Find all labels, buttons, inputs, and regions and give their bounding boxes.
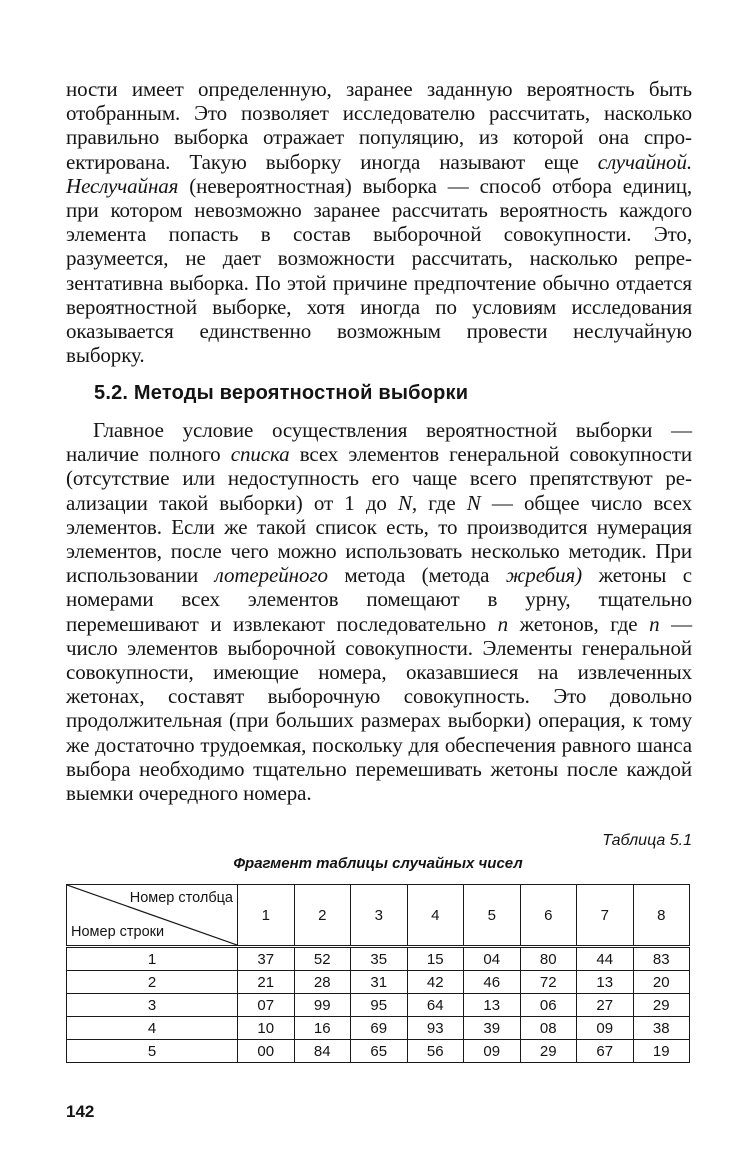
table-cell: 83 <box>633 947 690 971</box>
row-label-cell: 5 <box>67 1040 238 1063</box>
table-cell: 65 <box>351 1040 408 1063</box>
table-cell: 52 <box>294 947 351 971</box>
table-cell: 29 <box>520 1040 577 1063</box>
table-cell: 27 <box>577 994 634 1017</box>
row-label-cell: 1 <box>67 947 238 971</box>
emphasis-term: n <box>497 611 508 636</box>
table-cell: 10 <box>238 1017 295 1040</box>
random-numbers-table <box>66 884 690 1063</box>
table-cell: 95 <box>351 994 408 1017</box>
table-cell: 06 <box>520 994 577 1017</box>
paragraph-text: жетонов, где <box>508 611 650 636</box>
table-cell: 69 <box>351 1017 408 1040</box>
emphasis-term: N <box>466 490 481 515</box>
table-cell: 93 <box>407 1017 464 1040</box>
table-cell: 20 <box>633 971 690 994</box>
table-cell: 39 <box>464 1017 521 1040</box>
table-cell: 38 <box>633 1017 690 1040</box>
table-cell: 15 <box>407 947 464 971</box>
table-cell: 09 <box>577 1017 634 1040</box>
emphasis-term: списка <box>230 442 290 467</box>
column-header: 3 <box>351 885 408 947</box>
table-cell: 19 <box>633 1040 690 1063</box>
column-header: 2 <box>294 885 351 947</box>
column-header: 6 <box>520 885 577 947</box>
paragraph-text: ности имеет определенную, заранее заданную вероятность быть отобранным. Это позволяет исследователю рассчитать, насколько правильно выборка отражает популяцию, из которой она спроектирована. Такую выборку иногда называют еще <box>66 77 692 174</box>
paragraph-text: — общее число всех элементов. Если же такой список есть, то производится нумерация элементов, после чего можно использовать несколько методик. При использовании <box>66 490 692 588</box>
table-title: Фрагмент таблицы случайных чисел <box>233 855 523 872</box>
table-cell: 07 <box>238 994 295 1017</box>
section-heading: 5.2. Методы вероятностной выборки <box>94 382 469 404</box>
page-number: 142 <box>66 1102 95 1121</box>
paragraph-text: где <box>417 490 467 515</box>
table-cell: 35 <box>351 947 408 971</box>
emphasis-term: Неслучайная <box>66 173 179 198</box>
table-cell: 13 <box>577 971 634 994</box>
table-cell: 56 <box>407 1040 464 1063</box>
row-label-cell: 3 <box>67 994 238 1017</box>
column-header: 5 <box>464 885 521 947</box>
paragraph-text: (невероятностная) выборка — способ отбора единиц, при котором невозможно заранее рассчитать вероятность каждого элемента попасть в состав выборочной совокупности. Это, разумеется, не дает возможности рассчитать, насколько репрезентативна выборка. По этой причине предпочтение обычно отдается вероятностной выборке, хотя иногда по условиям исследования оказывается единственно возможным провести неслучайную выборку. <box>66 173 692 368</box>
emphasis-term: жребия) <box>505 563 583 588</box>
table-cell: 00 <box>238 1040 295 1063</box>
paragraph-intro <box>66 77 692 367</box>
table-cell: 80 <box>520 947 577 971</box>
emphasis-term: N, <box>398 490 418 515</box>
table-number-label: Таблица 5.1 <box>602 832 692 849</box>
table-cell: 72 <box>520 971 577 994</box>
table-row <box>67 1017 690 1040</box>
paragraph-methods <box>66 418 692 805</box>
table-cell: 46 <box>464 971 521 994</box>
table-cell: 04 <box>464 947 521 971</box>
paragraph-text: метода (метода <box>327 563 506 588</box>
column-header: 8 <box>633 885 690 947</box>
table-cell: 84 <box>294 1040 351 1063</box>
table-row <box>67 1040 690 1063</box>
paragraph-text: Главное условие осуществления вероятностной выборки — наличие полного <box>66 418 692 467</box>
column-number-heading: Номер столбца <box>129 890 233 906</box>
paragraph-text: жетоны с номерами всех элементов помещают в урну, тщательно перемешивают и извлекают последовательно <box>66 563 692 636</box>
paragraph-text: всех элементов генеральной совокупности (отсутствие или недоступность его чаще всего препятствуют реализации такой выборки) от 1 до <box>66 442 692 515</box>
table-cell: 44 <box>577 947 634 971</box>
column-header: 7 <box>577 885 634 947</box>
table-cell: 08 <box>520 1017 577 1040</box>
table-cell: 21 <box>238 971 295 994</box>
emphasis-term: случайной. <box>597 149 692 174</box>
table-cell: 99 <box>294 994 351 1017</box>
emphasis-term: лотерейного <box>214 563 328 588</box>
table-cell: 64 <box>407 994 464 1017</box>
column-header: 1 <box>238 885 295 947</box>
row-number-heading: Номер строки <box>71 924 165 940</box>
table-header-row <box>67 885 690 947</box>
table-cell: 29 <box>633 994 690 1017</box>
table-corner-cell <box>67 885 238 947</box>
table-cell: 16 <box>294 1017 351 1040</box>
table-cell: 13 <box>464 994 521 1017</box>
table-cell: 37 <box>238 947 295 971</box>
table-row <box>67 971 690 994</box>
table-cell: 67 <box>577 1040 634 1063</box>
table-cell: 31 <box>351 971 408 994</box>
table-row <box>67 994 690 1017</box>
column-header: 4 <box>407 885 464 947</box>
row-label-cell: 2 <box>67 971 238 994</box>
paragraph-text: — число элементов выборочной совокупности. Элементы генеральной совокупности, имеющие номера, оказавшиеся на извлеченных жетонах, составят выборочную совокупность. Это довольно продолжительная (при больших размерах выборки) операция, к тому же достаточно трудоемкая, поскольку для обеспечения равного шанса выбора необходимо тщательно перемешивать жетоны после каждой выемки очередного номера. <box>66 611 692 806</box>
table-cell: 42 <box>407 971 464 994</box>
table-cell: 09 <box>464 1040 521 1063</box>
emphasis-term: n <box>649 611 660 636</box>
table-row <box>67 947 690 971</box>
table-cell: 28 <box>294 971 351 994</box>
row-label-cell: 4 <box>67 1017 238 1040</box>
